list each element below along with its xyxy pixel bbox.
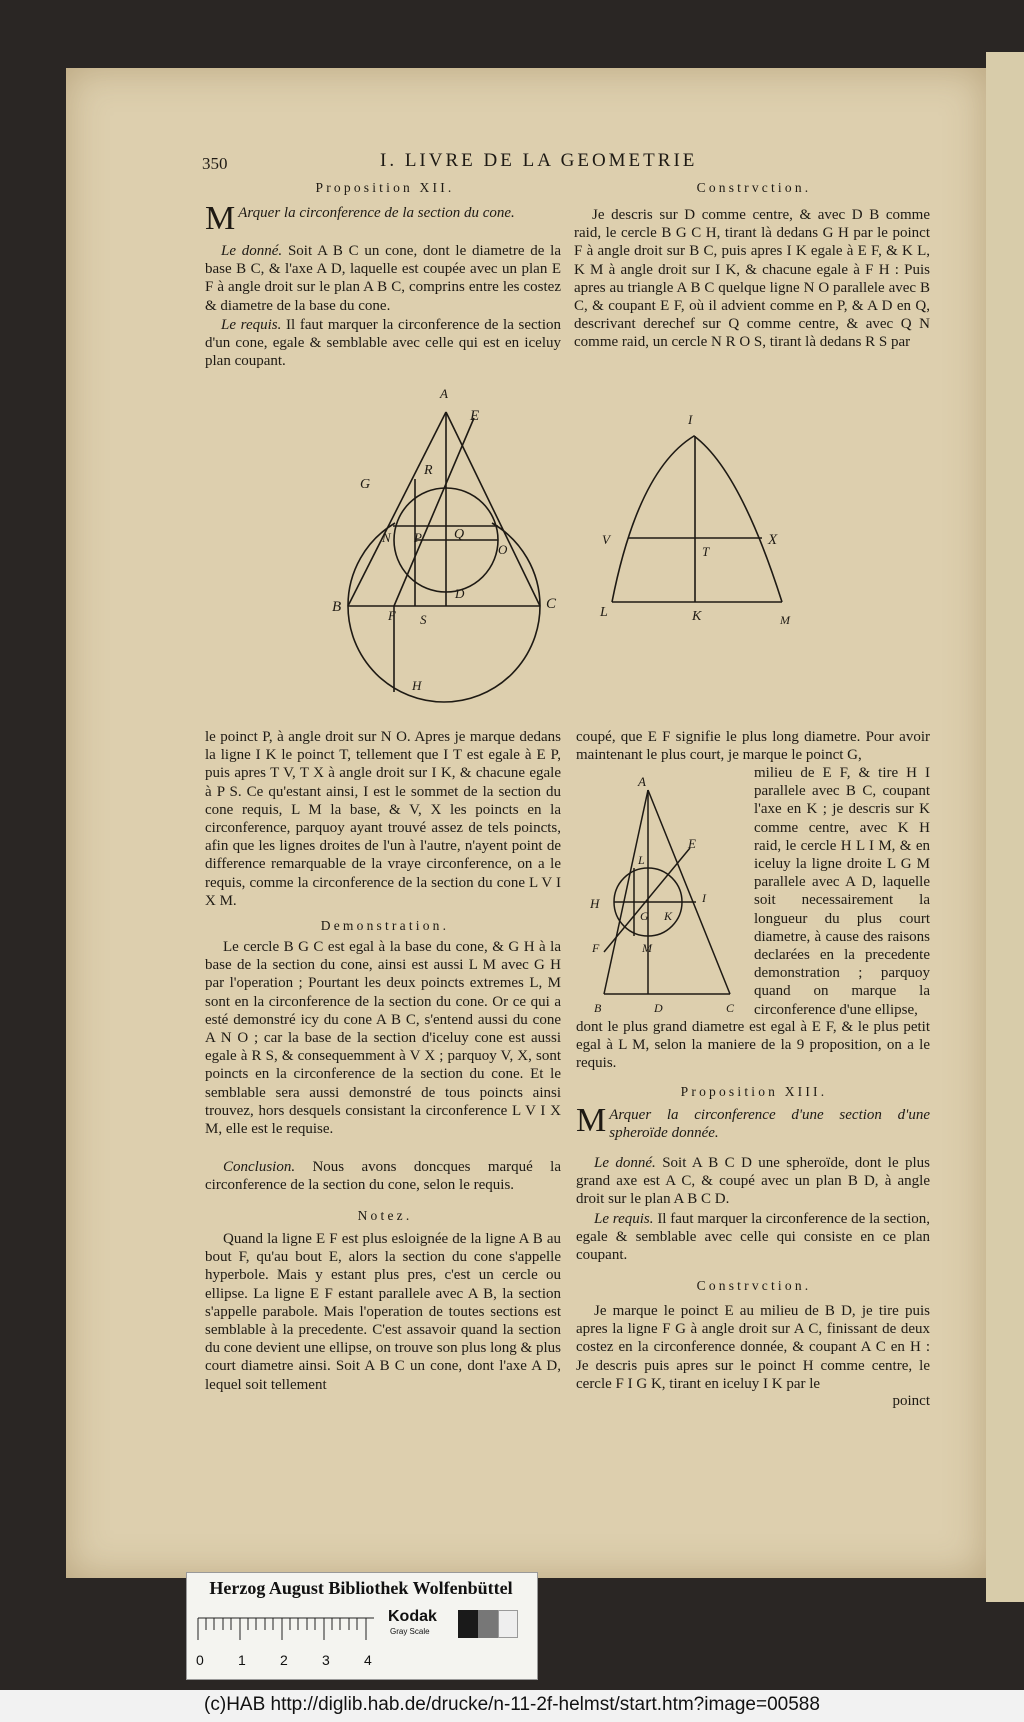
fig1-label-q: Q (454, 527, 465, 542)
fig1-label-r: R (424, 463, 433, 478)
fig3-label-h: H (590, 896, 600, 911)
fig1-label-a: A (440, 386, 448, 401)
continuation-paragraph: le poinct P, à angle droit sur N O. Apres je marque dedans la ligne I K le poinct T, tellement que I T est egale à E P, puis apres T V, T X à angle droit sur I K, & chacune egale à P S. Ce qu'estant ainsi, I est le sommet de la section du cone requis, L M la base, & V, X les poincts en la circonference, parquoy ayant trouvé assez de tels poincts, afin que les lignes droites de l'un à l'autre, n'ayent point de difference remarquable de la vraye circonference, on a le requis, comme la circonference de la section du cone L V I X M. (205, 729, 561, 909)
fig1-label-f: F (388, 608, 396, 623)
gray-scale-label: Gray Scale (390, 1627, 430, 1636)
fig3-label-g: G (640, 909, 649, 923)
fig2-label-v: V (602, 532, 610, 547)
fig1-label-e: E (470, 408, 480, 424)
fig1-label-n: N (382, 530, 391, 545)
proposition-xiii-title: Proposition XIII. (680, 1084, 828, 1099)
fig1-label-o: O (498, 542, 508, 557)
running-title: I. LIVRE DE LA GEOMETRIE (380, 150, 698, 171)
fig1-label-b: B (332, 599, 342, 615)
fig3-label-d: D (654, 1001, 663, 1015)
fig2-label-m: M (780, 613, 790, 627)
proposition-statement: M Arquer la circonference de la section du cone. (205, 200, 515, 237)
donne-paragraph: Le donné. Soit A B C un cone, dont le diametre de la base B C, & l'axe A D, laquelle est coupée avec un plan E F à angle droit sur le plan A B C, comprins entre les costez & diametre de la base du cone. (205, 243, 561, 314)
library-name: Herzog August Bibliothek Wolfenbüttel (209, 1578, 513, 1598)
construction-title: Constrvction. (696, 180, 812, 195)
fig3-label-c: C (726, 1001, 735, 1015)
fig2-label-t: T (702, 544, 710, 559)
page-number: 350 (202, 154, 228, 173)
xiii-donne-paragraph: Le donné. Soit A B C D une spheroïde, dont le plus grand axe est A C, & coupé avec un plan B D, à angle droit sur le plan A B C D. (576, 1155, 931, 1208)
fig3-label-i: I (702, 891, 706, 905)
scale-number-2: 2 (280, 1652, 288, 1668)
kodak-brand: Kodak (388, 1608, 437, 1625)
notez-paragraph: Quand la ligne E F est plus esloignée de la ligne A B au bout F, qu'au bout E, alors la section du cone s'appelle hyperbole. Mais y estant plus pres, c'est un cercle ou ellipse. La ligne E F estant parallele avec A B, la section s'appelle parabole. Mais l'operation de toutes sections est semblable à la precedente. C'est assavoir quand la section du cone devient une ellipse, on trouve son plus long & plus court diametre ainsi. Soit A B C un cone, dont l'axe A D, lequel soit tellement (205, 1231, 561, 1393)
xiii-requis-paragraph: Le requis. Il faut marquer la circonference de la section, egale & semblable avec celle qui consiste en ce plan coupant. (576, 1211, 931, 1264)
figure-cone-section (320, 380, 570, 710)
notez-title: Notez. (357, 1208, 413, 1223)
fig1-label-p: P (414, 530, 422, 545)
fig2-label-i: I (688, 412, 693, 427)
fig3-label-e: E (688, 836, 696, 851)
ruler-scale (196, 1616, 376, 1650)
next-page-edge (986, 52, 1024, 1602)
scale-number-4: 4 (364, 1652, 372, 1668)
fig2-label-k: K (692, 609, 702, 624)
fig3-label-k: K (664, 909, 673, 923)
right-continuation-top: coupé, que E F signifie le plus long diametre. Pour avoir maintenant le plus court, je marque le poinct G, (576, 729, 930, 764)
proposition-xiii-statement: M Arquer la circonference d'une section d'une spheroïde donnée. (576, 1102, 930, 1142)
construction-xiii-paragraph: Je marque le poinct E au milieu de B D, je tire puis apres la ligne F G à angle droit sur A C, finissant de deux costez en la circonference donnée, & coupant A C en H : Je descris puis apres sur le poinct H comme centre, le cercle F I G K, tirant en iceluy I K par le (576, 1303, 930, 1392)
construction-paragraph: Je descris sur D comme centre, & avec D B comme raid, le cercle B G C H, tirant là dedans G H par le poinct F à angle droit sur B C, puis apres I K egale à E F, & K L, K M à angle droit sur I K, & chacune egale à F H : Puis apres au triangle A B C quelque ligne N O parallele avec B C, & coupant E F, où il advient comme en P, & A D en Q, descrivant derechef sur Q comme centre, & avec Q N comme raid, un cercle N R O S, tirant là dedans R S par (574, 207, 930, 351)
fig3-label-l: L (638, 853, 645, 867)
requis-paragraph: Le requis. Il faut marquer la circonference de la section d'un cone, egale & semblable avec celle qui est en iceluy plan coupant. (205, 317, 562, 370)
conclusion-paragraph: Conclusion. Nous avons doncques marqué la circonference de la section du cone, selon le requis. (205, 1159, 561, 1194)
scale-number-0: 0 (196, 1652, 204, 1668)
copyright-url[interactable]: (c)HAB http://diglib.hab.de/drucke/n-11-2f-helmst/start.htm?image=00588 (204, 1694, 820, 1715)
gray-swatch-mid (478, 1610, 498, 1638)
gray-swatch-dark (458, 1610, 478, 1638)
proposition-xii-title: Proposition XII. (315, 180, 455, 195)
construction-xiii-title: Constrvction. (696, 1278, 812, 1293)
fig2-label-x: X (768, 532, 778, 548)
fig2-label-l: L (600, 605, 608, 620)
demonstration-title: Demonstration. (320, 918, 450, 933)
figure-cone-ellipse (590, 776, 750, 1016)
fig1-label-d: D (455, 586, 465, 601)
demonstration-paragraph: Le cercle B G C est egal à la base du cone, & G H à la base de la section du cone, ainsi est aussi L M avec G H par l'operation ; Pourtant les deux poincts extremes L, M sont en la circonference de la section du cone. Or ce qui a esté demonstré icy du cone A B C, s'entend aussi du cone A N O ; car la base de la section d'iceluy cone est aussi egale à R S, & consequemment à V X ; parquoy V, X, sont poincts en la circonference de la section du cone. Et le semblable sera aussi demonstré de tous poincts ainsi trouvez, hors desquels consistant la circonference L V I X M, elle est le requise. (205, 939, 561, 1138)
fig3-label-a: A (638, 776, 646, 789)
fig1-label-h: H (412, 678, 422, 693)
scale-number-3: 3 (322, 1652, 330, 1668)
fig3-label-f: F (592, 941, 600, 955)
fig1-label-s: S (420, 612, 427, 627)
figure-section-curve (590, 400, 810, 640)
gray-swatch-light (498, 1610, 518, 1638)
fig3-label-m: M (642, 941, 652, 955)
catchword: poinct (892, 1393, 930, 1409)
fig3-label-b: B (594, 1001, 602, 1015)
right-continuation-bottom: dont le plus grand diametre est egal à E F, & le plus petit egal à L M, selon la maniere de la 9 proposition, on a le requis. (576, 1019, 930, 1072)
scale-number-1: 1 (238, 1652, 246, 1668)
fig1-label-g: G (360, 477, 371, 492)
fig1-label-c: C (546, 596, 557, 612)
right-wrap-paragraph: milieu de E F, & tire H I parallele avec B C, coupant l'axe en K ; je descris sur K comme centre, avec K H raid, le cercle H L I M, & en iceluy la ligne droite L G M parallele avec A D, laquelle soit necessairement la longueur du plus court diametre, à cause des raisons declarées en la precedente demonstration ; parquoy quand on marque la circonference d'une ellipse, (754, 765, 930, 1018)
